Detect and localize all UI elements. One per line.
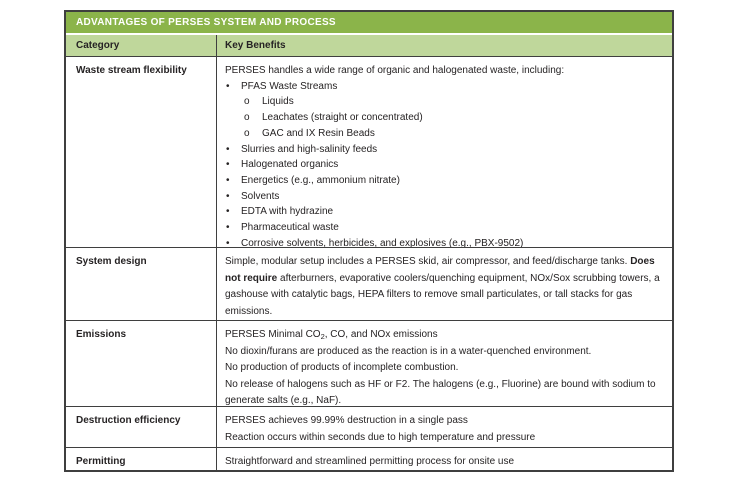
text-segment: PERSES Minimal CO (225, 329, 321, 340)
column-header-key-benefits: Key Benefits (225, 40, 286, 51)
bullet-item (225, 173, 660, 189)
table-grid (66, 35, 672, 470)
sub-bullet-item (225, 110, 660, 126)
emissions-line: No dioxin/furans are produced as the reaction is in a water-quenched environment. (225, 345, 592, 357)
column-header-category: Category (66, 35, 217, 56)
bullet-item-label: Halogenated organics (241, 159, 339, 171)
bullet-icon: • (226, 174, 230, 186)
bullet-item (225, 79, 660, 95)
destruction-line: PERSES achieves 99.99% destruction in a single pass (225, 415, 468, 426)
category-label: System design (66, 248, 217, 320)
bullet-item-label: PFAS Waste Streams (241, 80, 338, 92)
bullet-item (225, 204, 660, 220)
bullet-icon: • (226, 80, 230, 92)
table-row-waste-stream-flexibility (66, 56, 672, 247)
benefits-cell (217, 321, 672, 406)
bullet-icon: • (226, 190, 230, 202)
table-header-row (66, 35, 672, 56)
bullet-icon: • (226, 143, 230, 155)
category-label: Waste stream flexibility (66, 57, 217, 247)
bullet-item-label: Energetics (e.g., ammonium nitrate) (241, 174, 400, 186)
intro-text: PERSES handles a wide range of organic and halogenated waste, including: (225, 65, 565, 76)
bullet-icon: • (226, 237, 230, 247)
sub-bullet-item (225, 94, 660, 110)
category-label: Permitting (66, 448, 217, 471)
bullet-item (225, 236, 660, 247)
benefits-cell (217, 57, 672, 247)
bullet-item (225, 157, 660, 173)
benefits-cell (217, 448, 672, 471)
subscript-text: 2 (320, 332, 325, 341)
category-label: Destruction efficiency (66, 407, 217, 447)
bullet-item (225, 189, 660, 205)
bullet-item-label: EDTA with hydrazine (241, 206, 334, 218)
category-label: Emissions (66, 321, 217, 406)
table-row-emissions (66, 320, 672, 406)
bullet-icon: • (226, 159, 230, 171)
table-row-system-design (66, 247, 672, 320)
circle-bullet-icon: o (244, 96, 250, 108)
bullet-item (225, 220, 660, 236)
table-row-permitting (66, 447, 672, 471)
system-design-text (225, 254, 660, 320)
bold-text-segment: Does not require (225, 256, 655, 284)
text-segment: , CO, and NOx emissions (324, 329, 438, 340)
permitting-line: Straightforward and streamlined permitting process for onsite use (225, 456, 515, 467)
bullet-item-label: Corrosive solvents, herbicides, and explosives (e.g., PBX-9502) (241, 237, 524, 247)
benefits-cell (217, 248, 672, 320)
table-title-bar (66, 12, 672, 33)
bullet-item-label: Pharmaceutical waste (241, 222, 339, 234)
emissions-line: No production of products of incomplete combustion. (225, 362, 459, 373)
sub-bullet-item (225, 126, 660, 142)
text-segment: Simple, modular setup includes a PERSES skid, air compressor, and feed/discharge tanks. (225, 256, 631, 267)
emissions-line (225, 327, 660, 344)
destruction-line: Reaction occurs within seconds due to high temperature and pressure (225, 431, 536, 443)
circle-bullet-icon: o (244, 127, 250, 139)
benefits-cell (217, 407, 672, 447)
bullet-item-label: Slurries and high-salinity feeds (241, 143, 378, 155)
bullet-icon: • (226, 206, 230, 218)
circle-bullet-icon: o (244, 112, 250, 124)
sub-bullet-item-label: GAC and IX Resin Beads (262, 127, 375, 139)
bullet-item (225, 142, 660, 158)
text-segment: afterburners, evaporative coolers/quenching equipment, NOx/Sox scrubbing towers, a gashouse with catalytic bags, HEPA filters to remove small particulates, or tall stacks for gas emissions. (225, 272, 660, 317)
advantages-table (64, 10, 674, 472)
table-title: ADVANTAGES OF PERSES SYSTEM AND PROCESS (76, 17, 336, 28)
bullet-icon: • (226, 222, 230, 234)
sub-bullet-item-label: Leachates (straight or concentrated) (262, 112, 423, 124)
emissions-line: No release of halogens such as HF or F2. The halogens (e.g., Fluorine) are bound with sodium to generate salts (e.g., NaF). (225, 378, 656, 406)
table-row-destruction-efficiency (66, 406, 672, 447)
bullet-item-label: Solvents (241, 190, 280, 202)
sub-bullet-item-label: Liquids (262, 96, 294, 108)
